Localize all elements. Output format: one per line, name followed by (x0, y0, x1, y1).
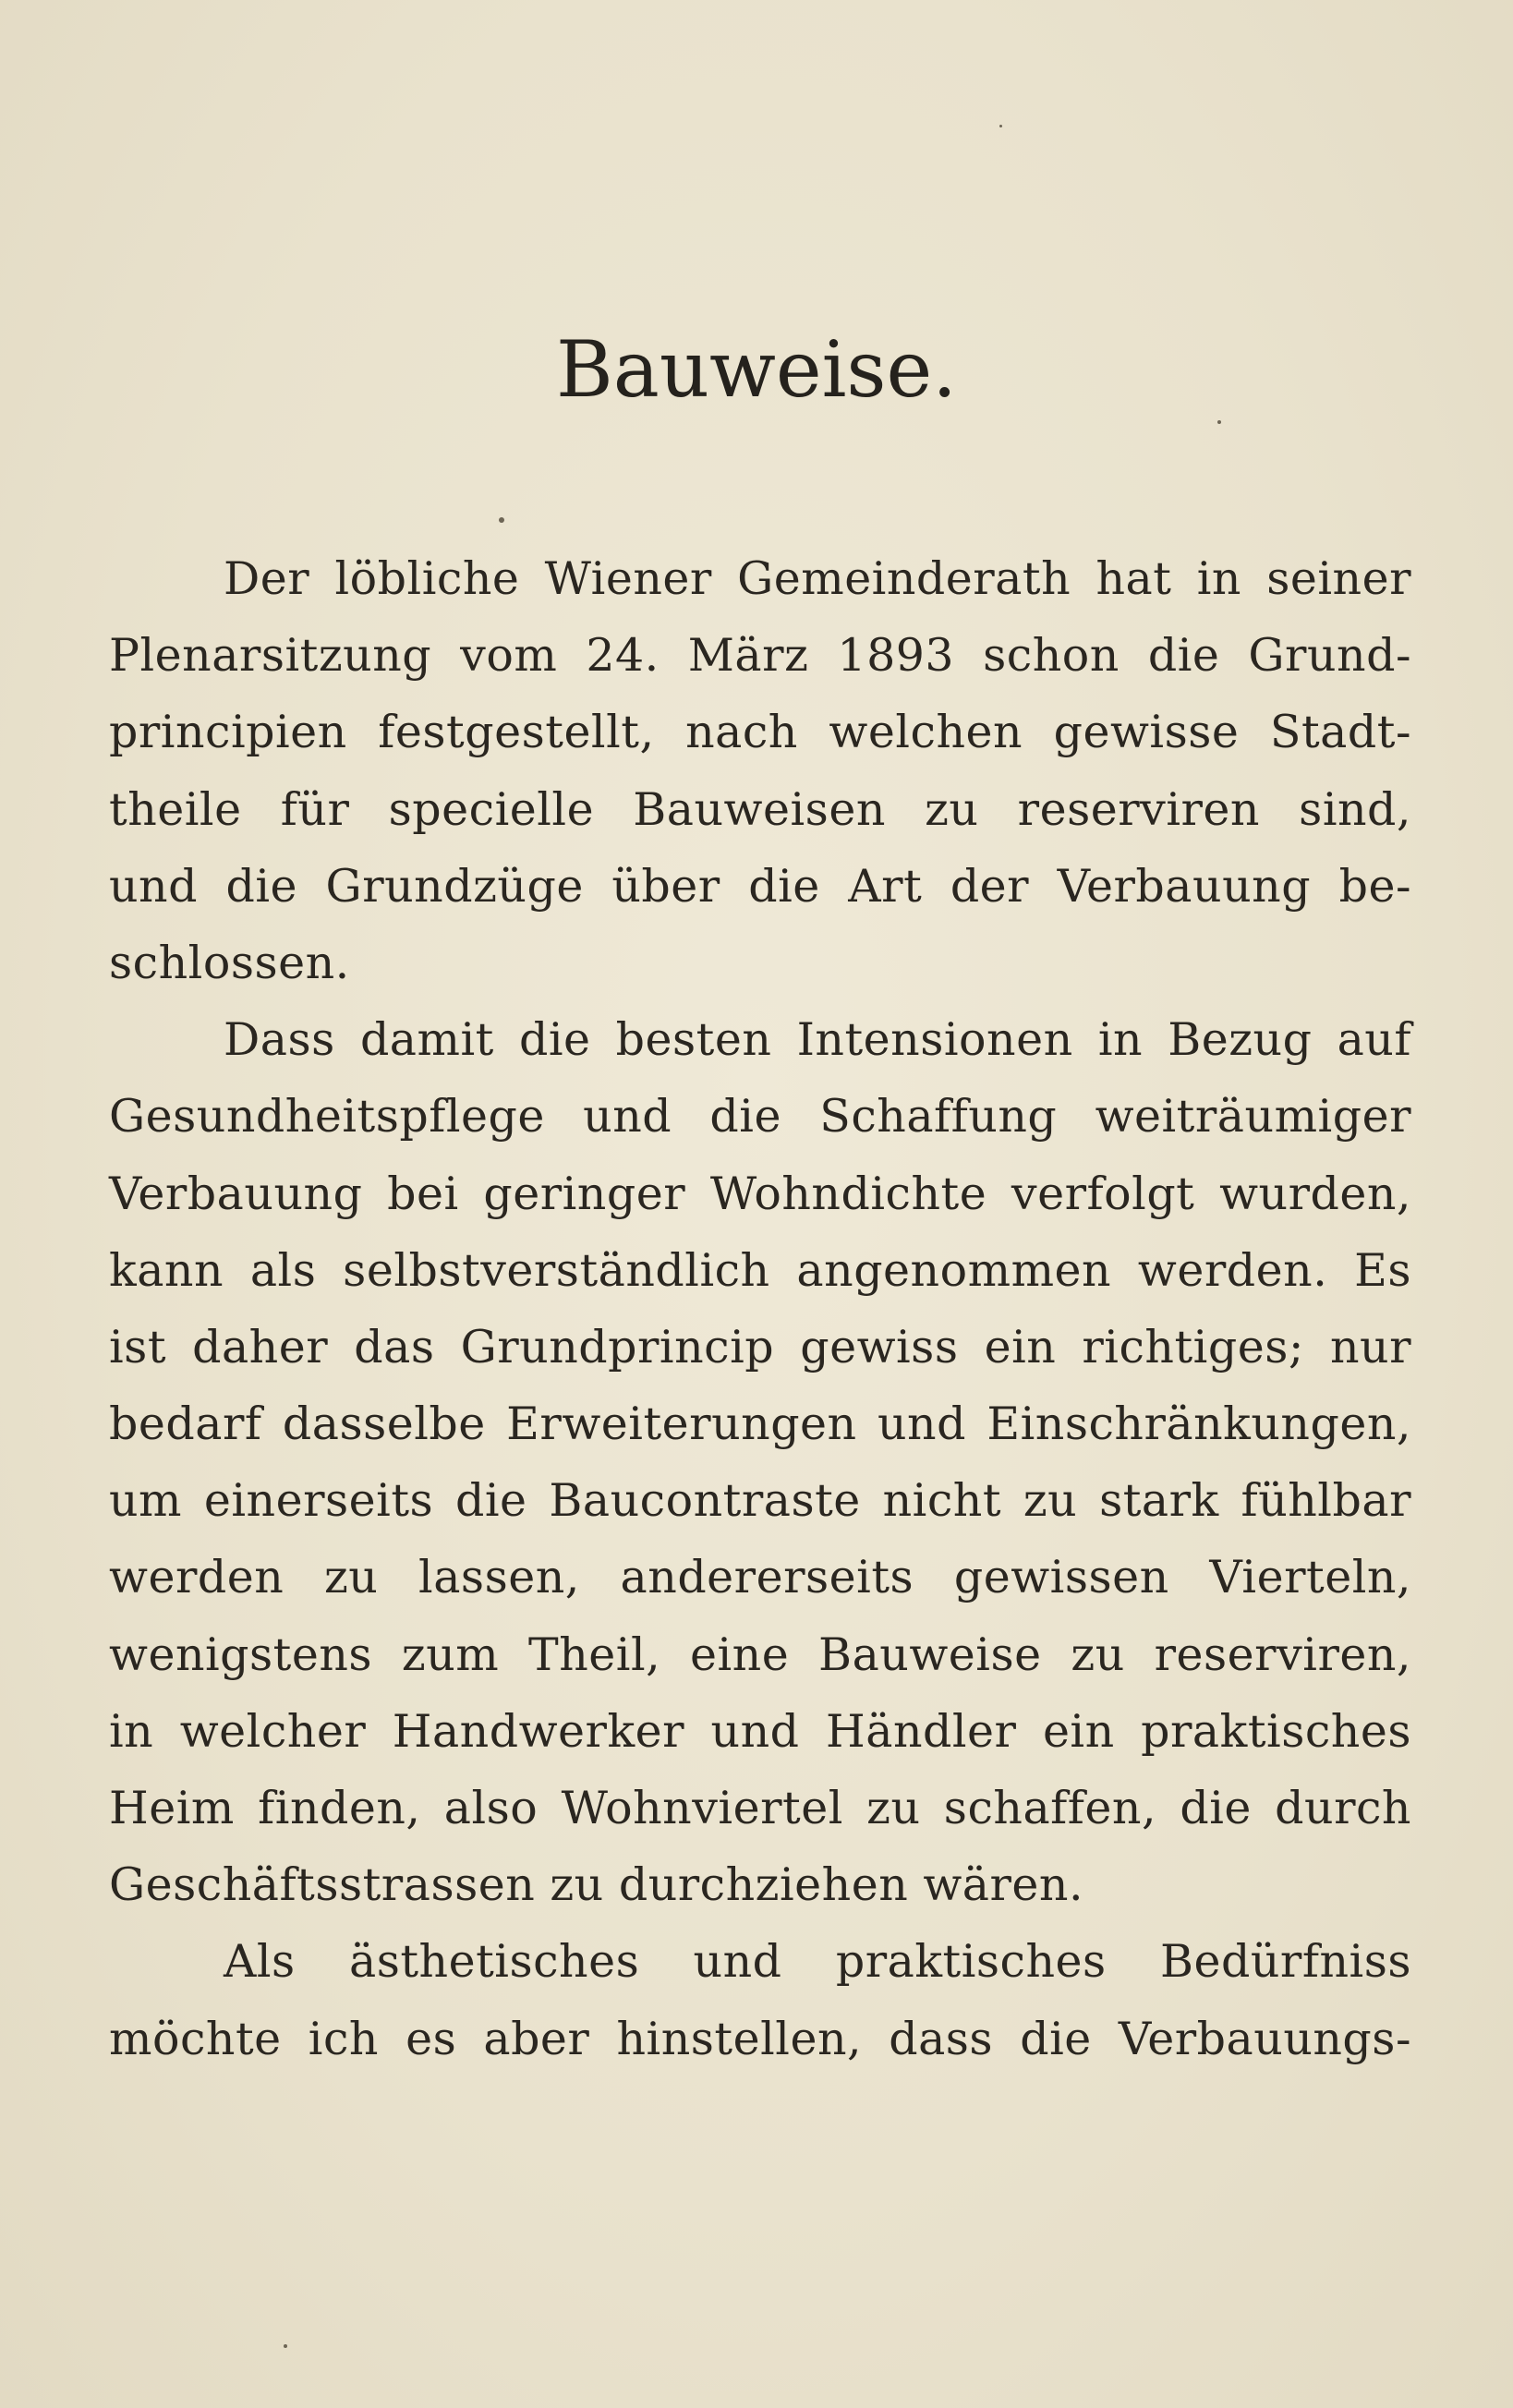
text-line: Heim finden, also Wohnviertel zu schaffen, die durch (109, 1782, 1411, 1834)
text-line: in welcher Handwerker und Händler ein praktisches (109, 1704, 1411, 1758)
text-line: um einerseits die Baucontraste nicht zu stark fühlbar (109, 1474, 1411, 1528)
paper-speck (999, 125, 1002, 127)
text-line: möchte ich es aber hinstellen, dass die Verbauungs- (109, 2012, 1411, 2065)
text-line: principien festgestellt, nach welchen gewisse Stadt- (109, 706, 1411, 759)
text-line: Plenarsitzung vom 24. März 1893 schon die Grund- (109, 629, 1411, 683)
paper-speck (499, 517, 504, 523)
text-line: werden zu lassen, andererseits gewissen Vierteln, (109, 1551, 1411, 1604)
text-line: Geschäftsstrassen zu durchziehen wären. (109, 1858, 1084, 1912)
text-line: bedarf dasselbe Erweiterungen und Einschränkungen, (109, 1398, 1411, 1451)
text-line: Gesundheitspflege und die Schaffung weiträumiger (109, 1090, 1411, 1143)
text-line: ist daher das Grundprincip gewiss ein richtiges; nur (109, 1320, 1411, 1373)
text-line: und die Grundzüge über die Art der Verbauung be- (109, 859, 1411, 913)
text-line: Dass damit die besten Intensionen in Bezug auf (224, 1013, 1411, 1067)
text-line: kann als selbstverständlich angenommen werden. Es (109, 1243, 1411, 1297)
body-text (109, 540, 1411, 2077)
text-line: Verbauung bei geringer Wohndichte verfolgt wurden, (109, 1167, 1411, 1220)
page-title: Bauweise. (556, 324, 957, 415)
paper-speck (284, 2344, 287, 2348)
text-line: Als ästhetisches und praktisches Bedürfniss (224, 1935, 1411, 1989)
text-line: schlossen. (109, 936, 350, 989)
paper-speck (1217, 420, 1221, 424)
text-line: theile für specielle Bauweisen zu reserviren sind, (109, 782, 1411, 836)
text-line: Der löbliche Wiener Gemeinderath hat in seiner (224, 552, 1411, 605)
text-line: wenigstens zum Theil, eine Bauweise zu reserviren, (109, 1628, 1411, 1681)
